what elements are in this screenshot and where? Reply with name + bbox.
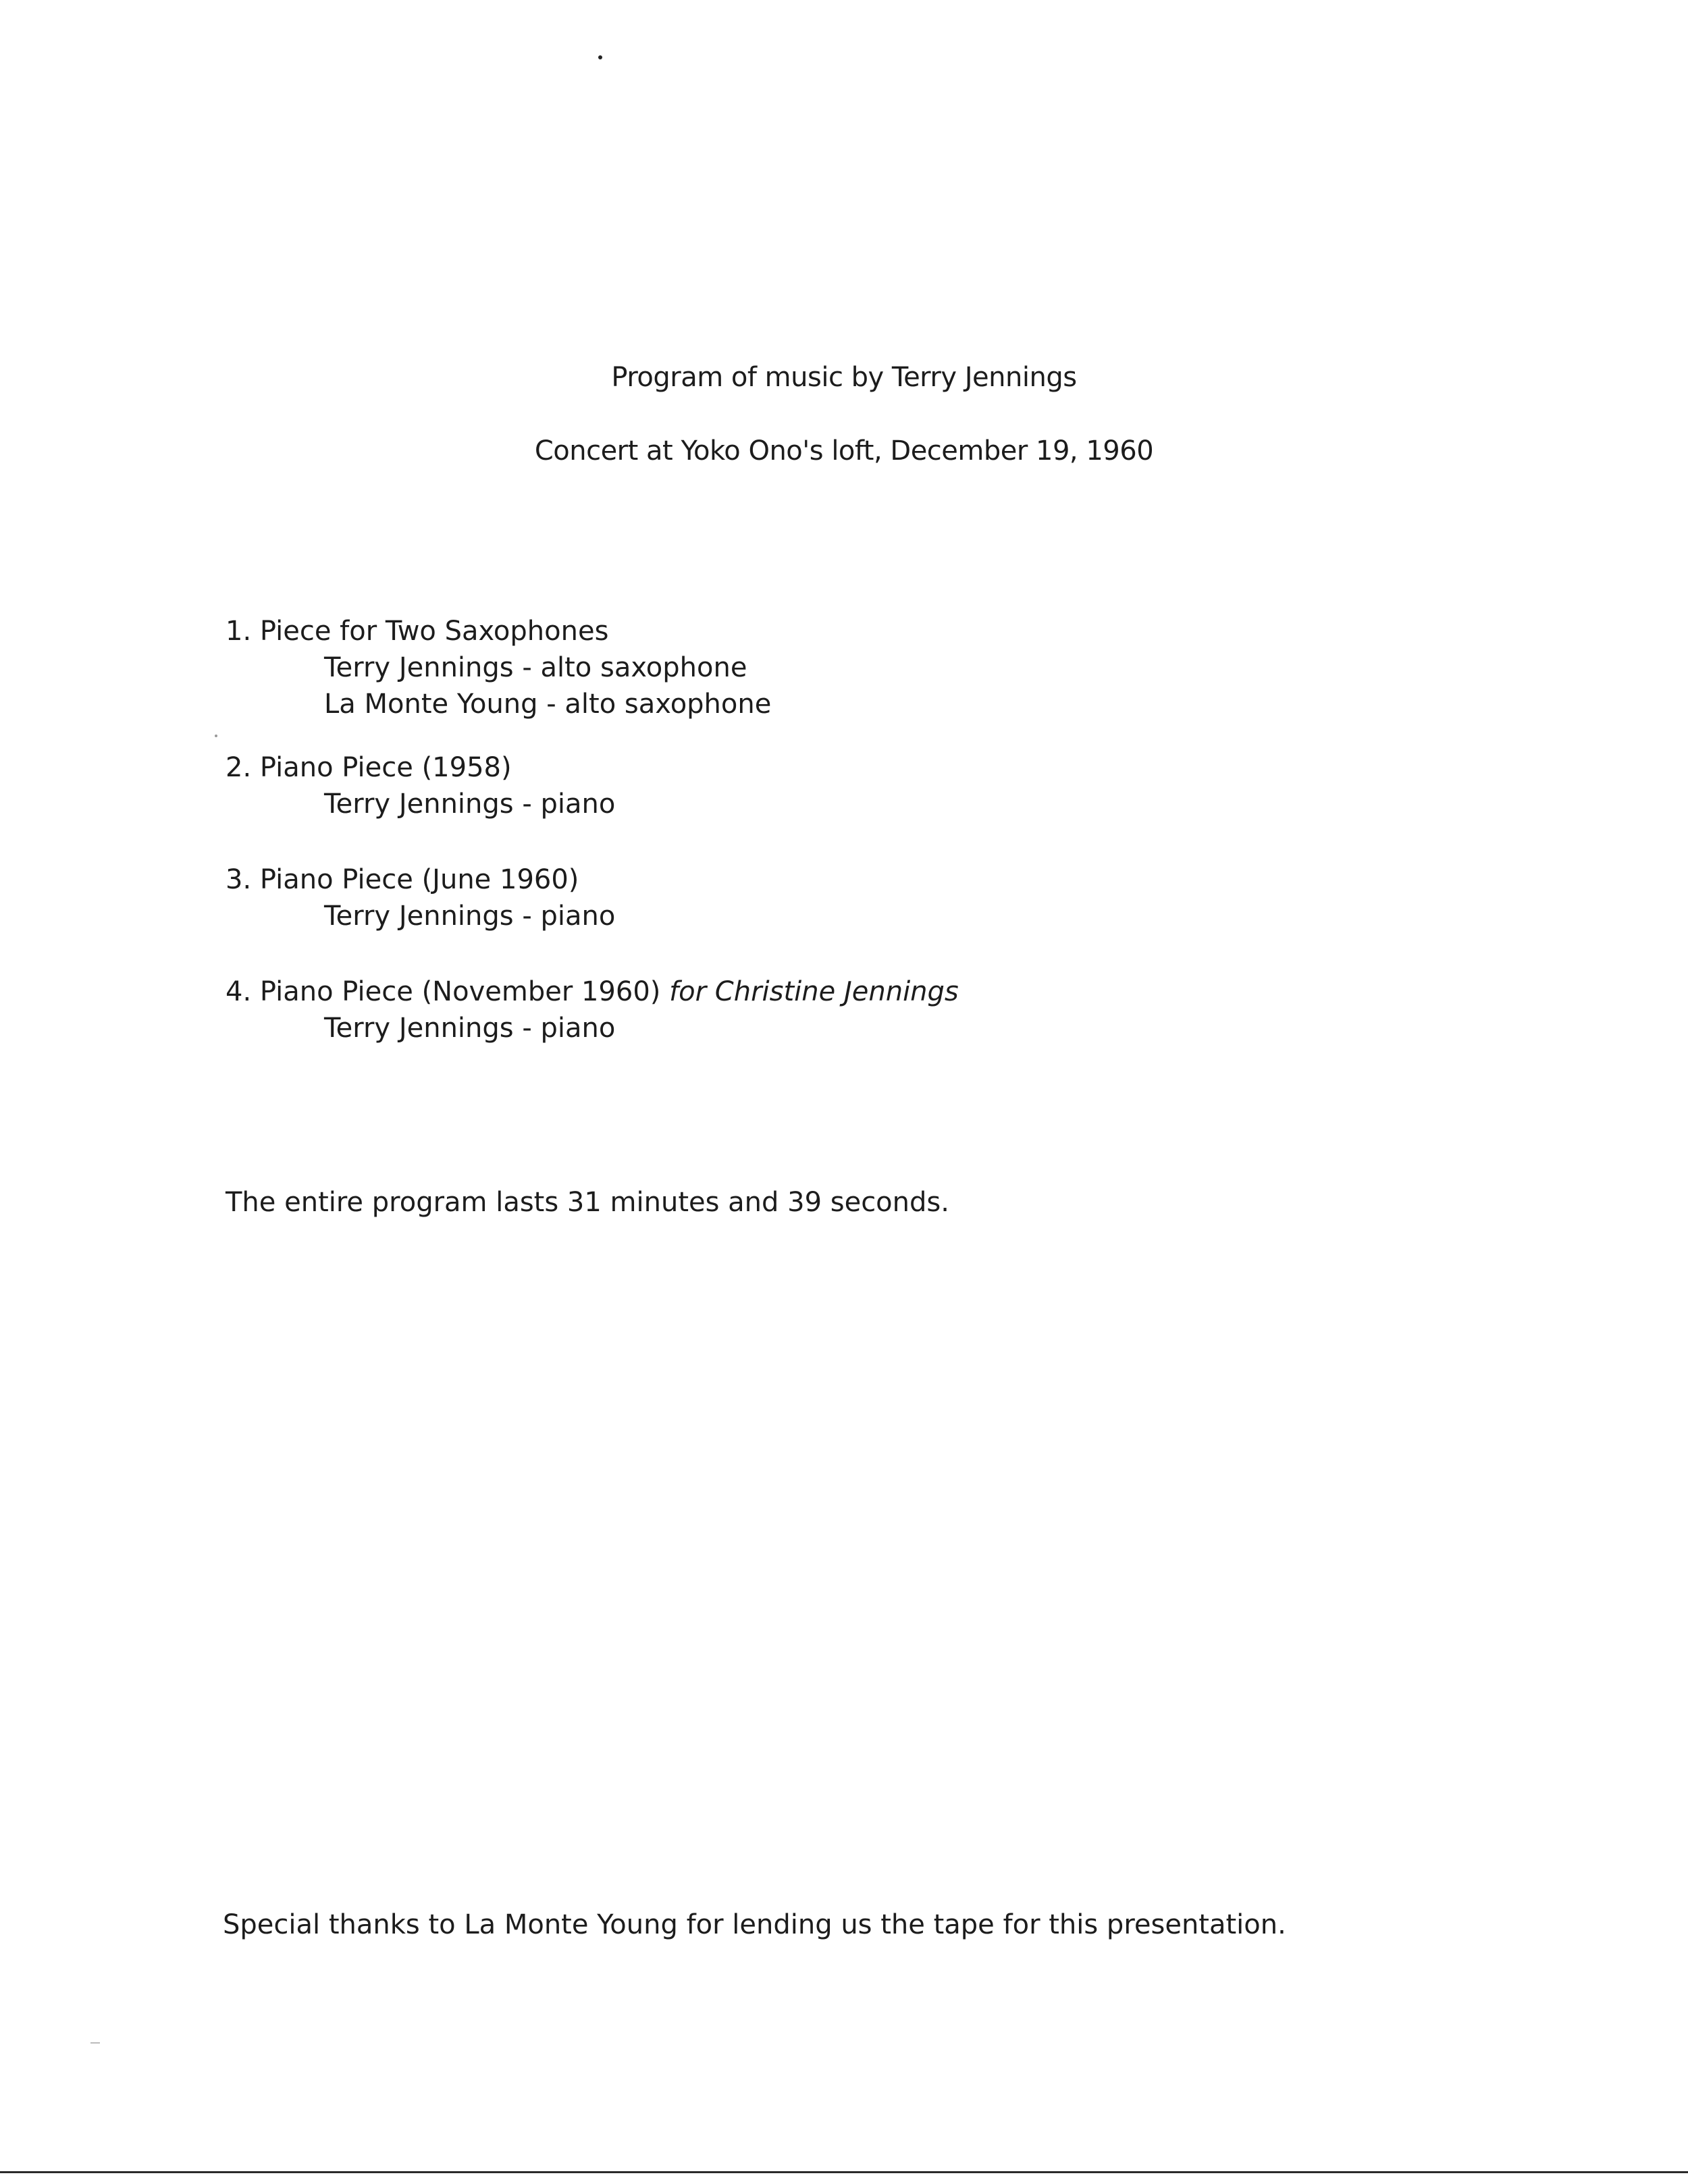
- stray-mark: [215, 735, 217, 737]
- performer-line: Terry Jennings - piano: [324, 1013, 616, 1044]
- piece-title-line: [226, 974, 959, 1010]
- duration-note: The entire program lasts 31 minutes and 39 seconds.: [226, 1187, 949, 1218]
- performer-line: Terry Jennings - piano: [324, 901, 616, 932]
- piece-title: 4. Piano Piece (November 1960): [226, 976, 661, 1007]
- program-item: [226, 613, 771, 722]
- piece-title: 3. Piano Piece (June 1960): [226, 864, 579, 895]
- piece-title: 1. Piece for Two Saxophones: [226, 616, 609, 647]
- thanks-note: Special thanks to La Monte Young for lending us the tape for this presentation.: [223, 1909, 1286, 1940]
- program-item: [226, 749, 615, 822]
- piece-title: 2. Piano Piece (1958): [226, 752, 512, 783]
- stray-mark: [90, 2042, 100, 2044]
- program-item: [226, 974, 959, 1046]
- piece-dedication: for Christine Jennings: [669, 976, 959, 1007]
- stray-mark: [598, 55, 602, 59]
- page-title: Program of music by Terry Jennings: [611, 362, 1077, 393]
- performer-line: Terry Jennings - alto saxophone: [324, 652, 747, 683]
- bottom-rule: [0, 2171, 1688, 2173]
- performer-line: La Monte Young - alto saxophone: [324, 689, 772, 720]
- concert-subtitle: Concert at Yoko Ono's loft, December 19, 1960: [534, 435, 1154, 467]
- program-item: [226, 861, 615, 934]
- performer-line: Terry Jennings - piano: [324, 789, 616, 820]
